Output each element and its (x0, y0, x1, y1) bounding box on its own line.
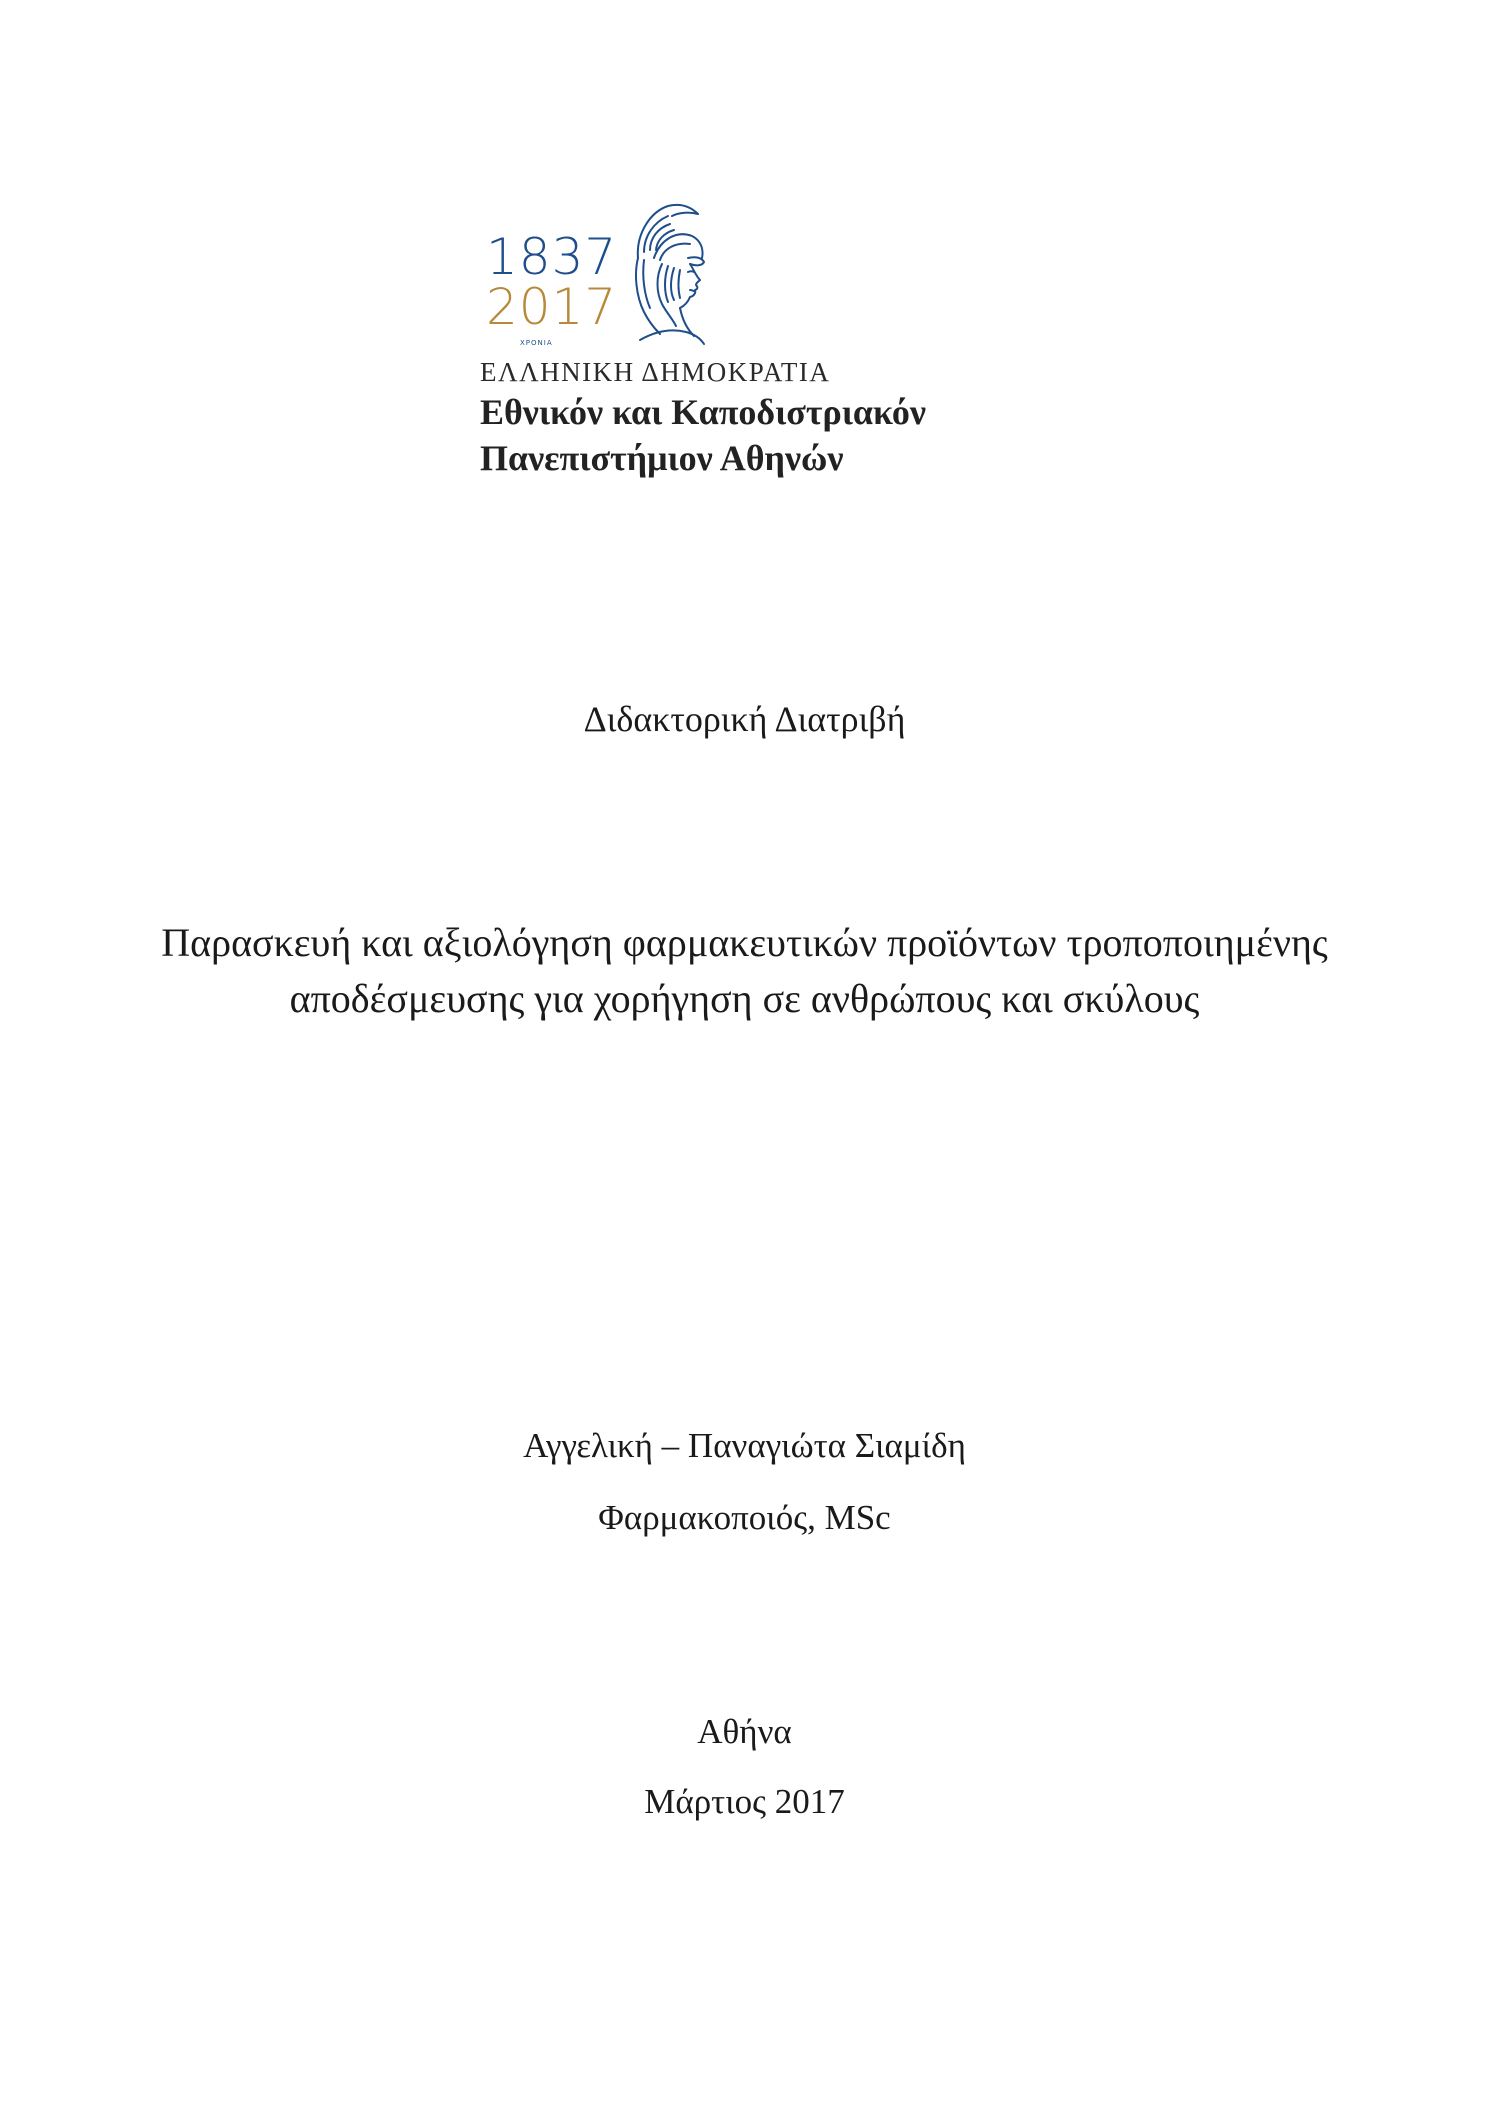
university-name-line-2: Πανεπιστήμιον Αθηνών (480, 438, 844, 478)
university-name-block (480, 355, 1040, 481)
document-type: Διδακτορική Διατριβή (583, 699, 906, 739)
thesis-title-line-2: αποδέσμευσης για χορήγηση σε ανθρώπους και σκύλους (289, 976, 1200, 1021)
university-name-line-1: Εθνικόν και Καποδιστριακόν (480, 392, 926, 432)
university-logo (480, 200, 1040, 490)
republic-label: ΕΛΛΗΝΙΚΗ ΔΗΜΟΚΡΑΤΙΑ (480, 357, 831, 387)
thesis-title (0, 915, 1489, 1027)
author-name: Αγγελική – Παναγιώτα Σιαμίδη (523, 1426, 966, 1465)
author-credentials: Φαρμακοποιός, MSc (598, 1498, 891, 1537)
anniversary-year-end: 2017 (486, 278, 618, 336)
athena-head-icon (610, 200, 710, 350)
thesis-title-line-1: Παρασκευή και αξιολόγηση φαρμακευτικών προϊόντων τροποποιημένης (161, 920, 1328, 965)
publication-date: Μάρτιος 2017 (644, 1782, 845, 1821)
anniversary-years-label: ΧΡΟΝΙΑ (520, 339, 553, 347)
anniversary-year-start: 1837 (486, 228, 618, 286)
anniversary-mark (480, 220, 618, 350)
publication-city: Αθήνα (697, 1712, 792, 1751)
